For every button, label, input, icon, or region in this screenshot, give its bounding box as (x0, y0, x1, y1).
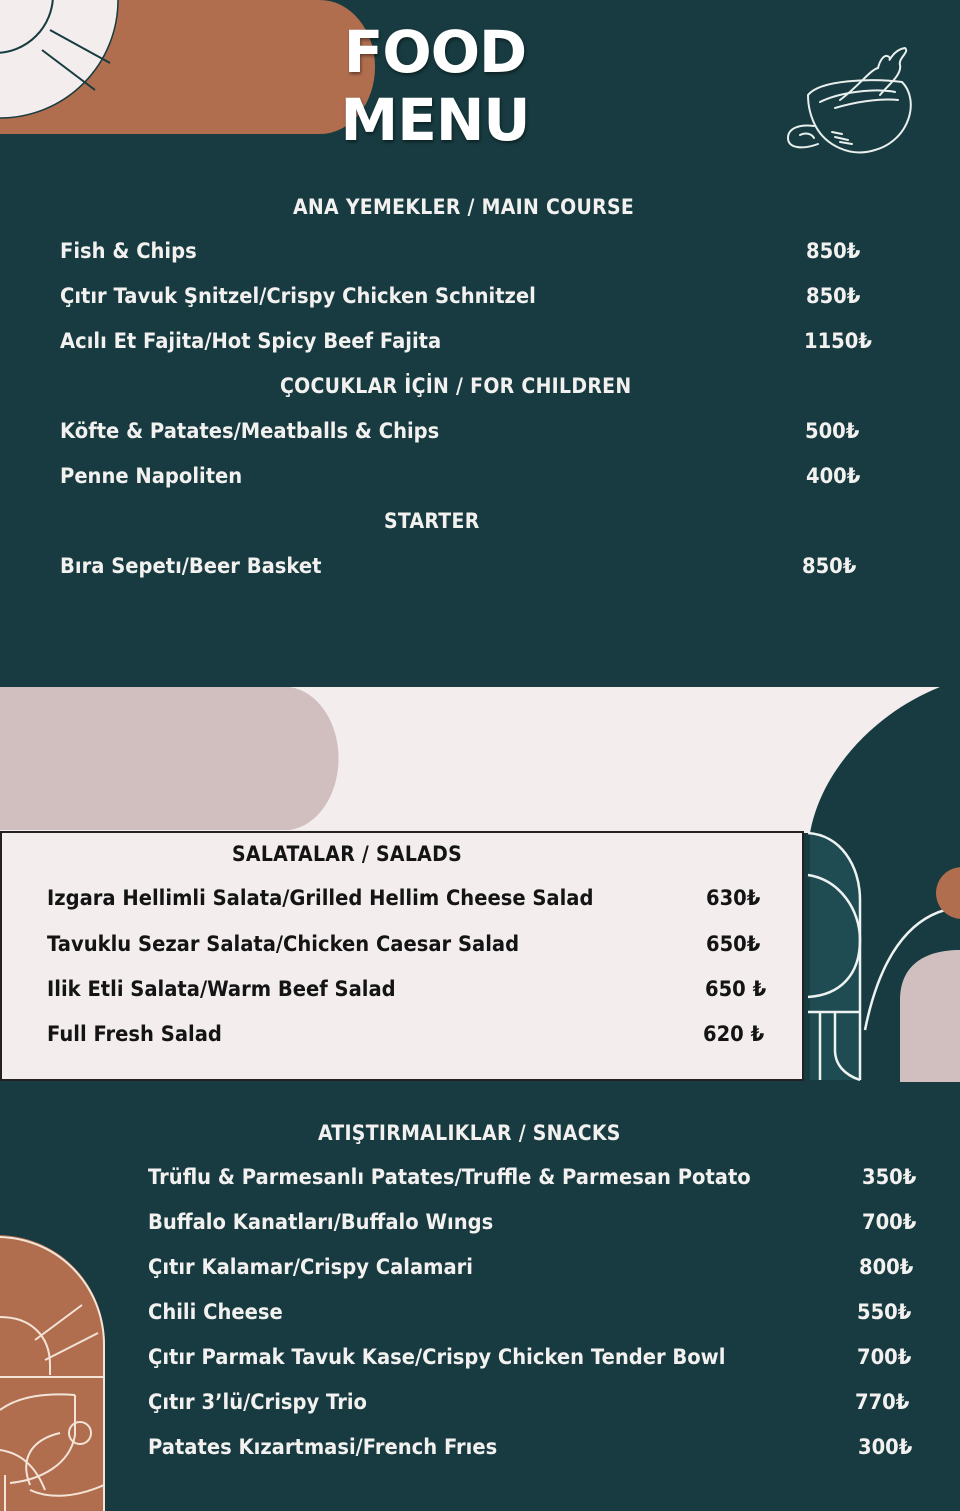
menu-item-name: Acılı Et Fajita/Hot Spicy Beef Fajita (60, 329, 442, 353)
menu-item (148, 1255, 948, 1283)
menu-item-name: Izgara Hellimli Salata/Grilled Hellim Cheese Salad (47, 886, 594, 910)
menu-item-name: Tavuklu Sezar Salata/Chicken Caesar Salad (47, 932, 520, 956)
menu-item-name: Full Fresh Salad (47, 1022, 222, 1046)
menu-item (148, 1435, 948, 1463)
menu-item-price: 620 ₺ (703, 1022, 765, 1046)
menu-item-name: Çıtır Kalamar/Crispy Calamari (148, 1255, 474, 1279)
menu-item-name: Köfte & Patates/Meatballs & Chips (60, 419, 440, 443)
menu-item (148, 1210, 948, 1238)
menu-item-price: 350₺ (862, 1165, 917, 1189)
section-heading-starter: STARTER (384, 509, 480, 533)
menu-item-price: 650₺ (706, 932, 761, 956)
menu-item-name: Bıra Sepetı/Beer Basket (60, 554, 322, 578)
menu-item-price: 400₺ (806, 464, 861, 488)
menu-item (47, 1022, 797, 1050)
menu-item (47, 932, 797, 960)
menu-item (60, 419, 900, 447)
cup-arch-decoration (0, 1235, 110, 1511)
section-heading-salads: SALATALAR / SALADS (232, 842, 462, 866)
menu-item (60, 239, 900, 267)
section-heading-snacks: ATIŞTIRMALIKLAR / SNACKS (318, 1121, 621, 1145)
menu-item (148, 1345, 948, 1373)
menu-item-price: 770₺ (855, 1390, 910, 1414)
menu-item-name: Trüflu & Parmesanlı Patates/Truffle & Parmesan Potato (148, 1165, 751, 1189)
menu-item-price: 850₺ (802, 554, 857, 578)
menu-item (60, 329, 900, 357)
menu-item (60, 554, 900, 582)
menu-item-name: Chili Cheese (148, 1300, 283, 1324)
menu-item-price: 850₺ (806, 239, 861, 263)
menu-item-name: Çıtır Parmak Tavuk Kase/Crispy Chicken Tender Bowl (148, 1345, 726, 1369)
section-heading-main-course: ANA YEMEKLER / MAIN COURSE (293, 195, 635, 219)
menu-item-price: 300₺ (858, 1435, 913, 1459)
menu-item-price: 800₺ (859, 1255, 914, 1279)
menu-item-price: 630₺ (706, 886, 761, 910)
menu-item-price: 850₺ (806, 284, 861, 308)
section-heading-children: ÇOCUKLAR İÇİN / FOR CHILDREN (280, 374, 632, 398)
menu-item (60, 464, 900, 492)
menu-item-name: Patates Kızartmasi/French Frıes (148, 1435, 498, 1459)
menu-item-price: 550₺ (857, 1300, 912, 1324)
menu-item (60, 284, 900, 312)
menu-item (148, 1390, 948, 1418)
menu-item-price: 500₺ (805, 419, 860, 443)
menu-item (47, 886, 797, 914)
menu-item-price: 700₺ (862, 1210, 917, 1234)
menu-item (47, 977, 797, 1005)
menu-item-price: 700₺ (857, 1345, 912, 1369)
menu-item-name: Buffalo Kanatları/Buffalo Wıngs (148, 1210, 494, 1234)
menu-item-name: Çıtır 3’lü/Crispy Trio (148, 1390, 367, 1414)
menu-item-name: Çıtır Tavuk Şnitzel/Crispy Chicken Schnitzel (60, 284, 536, 308)
menu-item (148, 1165, 948, 1193)
page-title: FOOD MENU (340, 18, 530, 154)
menu-item-price: 1150₺ (804, 329, 872, 353)
coffee-cup-splash-icon (780, 40, 925, 160)
menu-item-price: 650 ₺ (705, 977, 767, 1001)
menu-item-name: Penne Napoliten (60, 464, 243, 488)
menu-item-name: Fish & Chips (60, 239, 197, 263)
menu-item-name: Ilik Etli Salata/Warm Beef Salad (47, 977, 396, 1001)
menu-item (148, 1300, 948, 1328)
